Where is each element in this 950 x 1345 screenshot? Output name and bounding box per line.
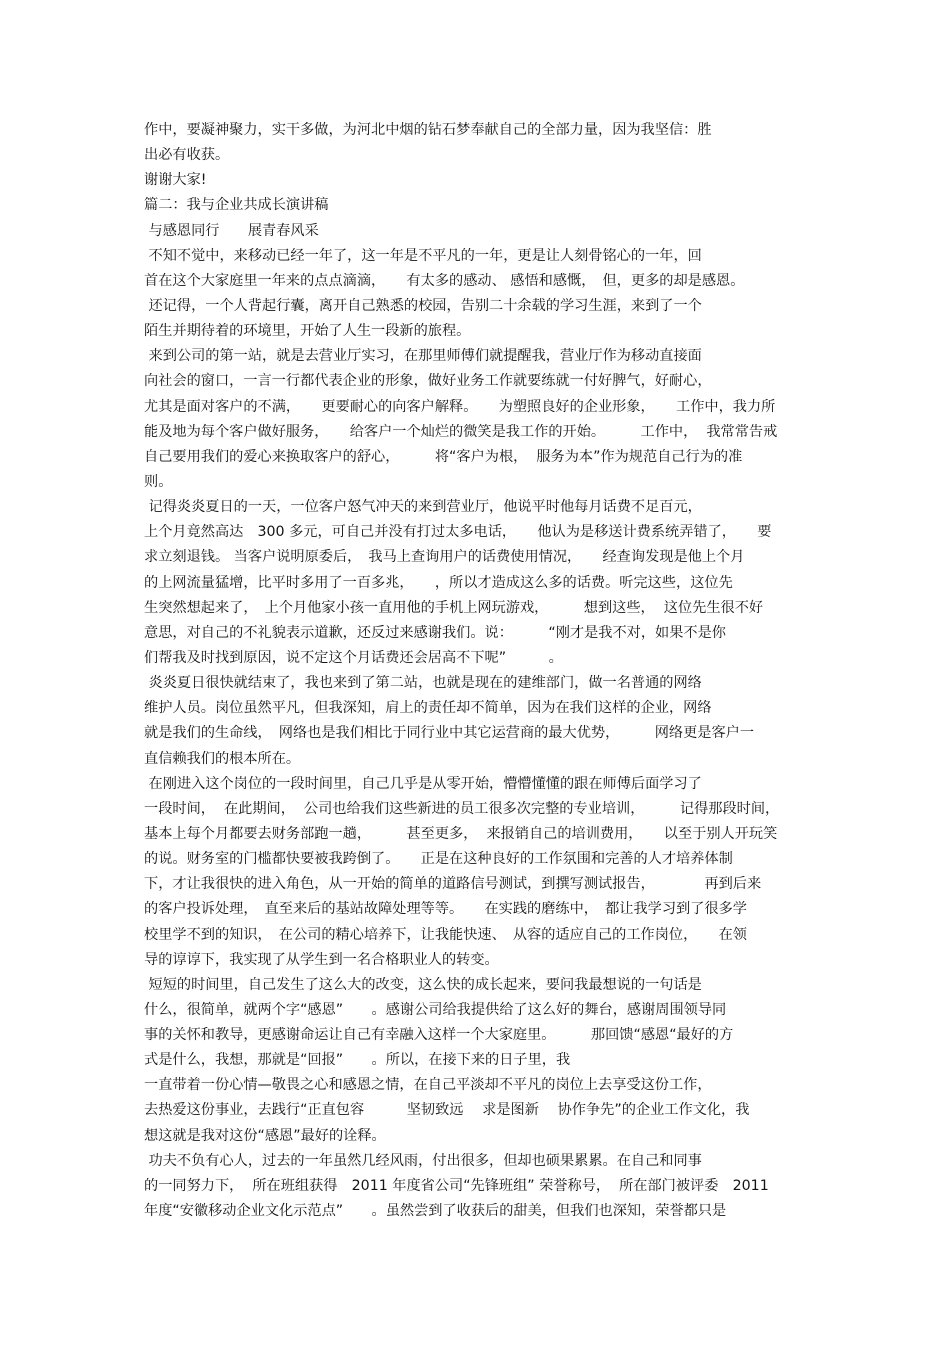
text-line: 向社会的窗口，一言一行都代表企业的形象，做好业务工作就要练就一付好脾气，好耐心，: [144, 373, 712, 390]
text-line: 能及地为每个客户做好服务， 给客户一个灿烂的微笑是我工作的开始。 工作中， 我常常告戒: [144, 423, 778, 440]
text-line: 想这就是我对这份“感恩”最好的诠释。: [144, 1127, 386, 1144]
text-line: 尤其是面对客户的不满， 更要耐心的向客户解释。 为塑照良好的企业形象， 工作中，我力所: [144, 398, 776, 415]
text-line: 维护人员。岗位虽然平凡，但我深知，肩上的责任却不简单，因为在我们这样的企业，网络: [144, 700, 712, 717]
text-line: 记得炎炎夏日的一天，一位客户怒气冲天的来到营业厅，他说平时他每月话费不足百元，: [144, 499, 702, 516]
text-line: 还记得，一个人背起行囊，离开自己熟悉的校园，告别二十余载的学习生涯，来到了一个: [144, 297, 702, 314]
text-line: 作中，要凝神聚力，实干多做，为河北中烟的钻石梦奉献自己的全部力量，因为我坚信：胜: [144, 122, 712, 138]
text-line: 上个月竟然高达 300 多元，可自己并没有打过太多电话， 他认为是移送计费系统弄错了， 要: [144, 524, 772, 541]
text-line: 事的关怀和教导，更感谢命运让自己有幸融入这样一个大家庭里。 那回馈“感恩“最好的方: [144, 1027, 734, 1044]
text-line: 炎炎夏日很快就结束了，我也来到了第二站，也就是现在的建维部门，做一名普通的网络: [144, 675, 702, 692]
text-line: 不知不觉中，来移动已经一年了，这一年是不平凡的一年，更是让人刻骨铭心的一年，回: [144, 247, 702, 264]
text-line: 首在这个大家庭里一年来的点点滴滴， 有太多的感动、 感悟和感慨， 但，更多的却是感恩。: [144, 272, 745, 289]
text-line: 校里学不到的知识， 在公司的精心培养下，让我能快速、 从容的适应自己的工作岗位， 在领: [144, 926, 747, 943]
text-line: 一直带着一份心情—敬畏之心和感恩之情，在自己平淡却不平凡的岗位上去享受这份工作，: [144, 1077, 712, 1094]
text-line: 自己要用我们的爱心来换取客户的舒心， 将“客户为根， 服务为本”作为规范自己行为的准: [144, 448, 743, 465]
text-line: 在刚进入这个岗位的一段时间里，自己几乎是从零开始，懵懵懂懂的跟在师傅后面学习了: [144, 775, 702, 792]
text-line: 求立刻退钱。 当客户说明原委后， 我马上查询用户的话费使用情况， 经查询发现是他上个月: [144, 549, 745, 566]
text-line: 功夫不负有心人，过去的一年虽然几经风雨，付出很多，但却也硕果累累。在自己和同事: [144, 1152, 702, 1169]
text-line: 出必有收获。: [144, 147, 230, 164]
text-line: 直信赖我们的根本所在。: [144, 750, 301, 767]
text-line: 则。: [144, 473, 173, 490]
text-line: 短短的时间里，自己发生了这么大的改变，这么快的成长起来，要问我最想说的一句话是: [144, 976, 702, 993]
text-line: 就是我们的生命线， 网络也是我们相比于同行业中其它运营商的最大优势， 网络更是客户一: [144, 725, 755, 742]
text-line: 年度“安徽移动企业文化示范点” 。虽然尝到了收获后的甜美，但我们也深知，荣誉都只是: [144, 1203, 727, 1220]
text-line: 陌生并期待着的环境里，开始了人生一段新的旅程。: [144, 323, 471, 340]
text-line: 基本上每个月都要去财务部跑一趟， 甚至更多， 来报销自己的培训费用， 以至于别人开玩笑: [144, 825, 778, 842]
text-line: 下，才让我很快的进入角色，从一开始的简单的道路信号测试，到撰写测试报告， 再到后来: [144, 876, 762, 893]
text-line: 们帮我及时找到原因，说不定这个月话费还会居高不下呢” 。: [144, 649, 563, 666]
speech-title: 与感恩同行 展青春风采: [144, 222, 319, 239]
text-line: 什么，很简单，就两个字“感恩” 。感谢公司给我提供给了这么好的舞台，感谢周围领导同: [144, 1001, 727, 1018]
body-text: [144, 118, 810, 1224]
text-line: 生突然想起来了， 上个月他家小孩一直用他的手机上网玩游戏， 想到这些， 这位先生很不好: [144, 599, 764, 616]
text-line: 导的谆谆下，我实现了从学生到一名合格职业人的转变。: [144, 951, 499, 968]
text-line: 意思，对自己的不礼貌表示道歉，还反过来感谢我们。说： “刚才是我不对，如果不是你: [144, 624, 726, 641]
text-line: 的说。财务室的门槛都快要被我跨倒了。 正是在这种良好的工作氛围和完善的人才培养体制: [144, 851, 733, 868]
text-line: 来到公司的第一站，就是去营业厅实习，在那里师傅们就提醒我，营业厅作为移动直接面: [144, 348, 702, 365]
text-line: 的上网流量猛增，比平时多用了一百多兆， ，所以才造成这么多的话费。听完这些，这位先: [144, 574, 733, 591]
text-line: 的一同努力下， 所在班组获得 2011 年度省公司“先锋班组” 荣誉称号， 所在部门被评委 2011: [144, 1177, 769, 1194]
text-line: 去热爱这份事业，去践行“正直包容 坚韧致远 求是图新 协作争先”的企业工作文化，我: [144, 1102, 750, 1119]
text-line: 一段时间， 在此期间， 公司也给我们这些新进的员工很多次完整的专业培训， 记得那段时间，: [144, 800, 780, 817]
text-line: 谢谢大家!: [144, 172, 207, 189]
text-line: 的客户投诉处理， 直至来后的基站故障处理等等。 在实践的磨练中， 都让我学习到了很多学: [144, 901, 747, 918]
section-heading: 篇二：我与企业共成长演讲稿: [144, 197, 329, 214]
text-line: 式是什么，我想，那就是“回报” 。所以，在接下来的日子里，我: [144, 1052, 571, 1069]
